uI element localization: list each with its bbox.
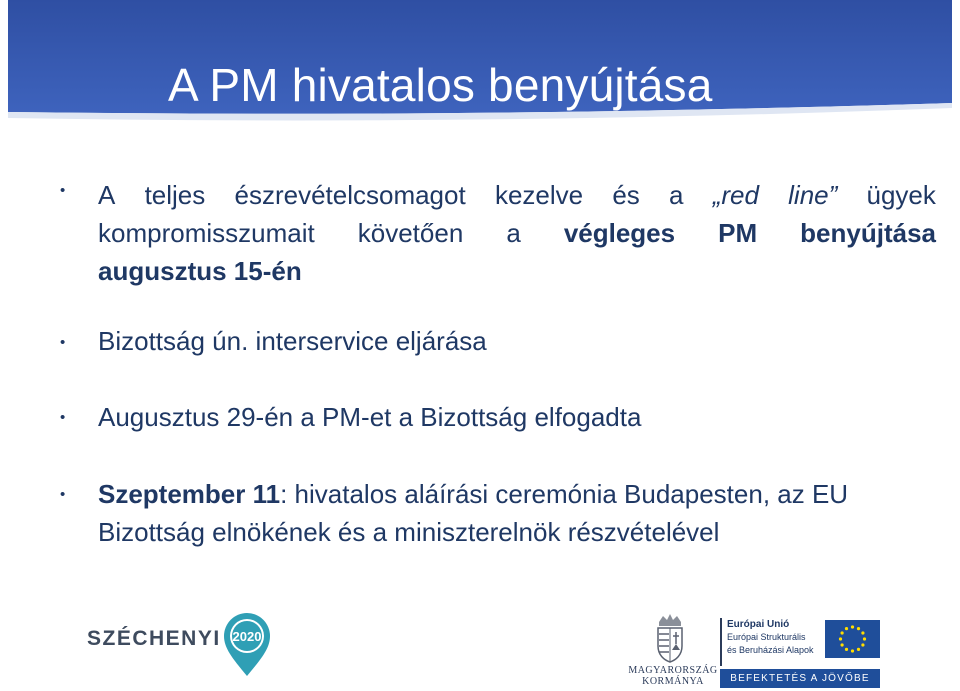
bullet-item-4 (98, 475, 936, 551)
bold-date: Szeptember 11 (98, 479, 281, 509)
bullet-item-1 (98, 176, 936, 290)
word: „red (712, 180, 759, 210)
word: teljes (144, 180, 206, 210)
szechenyi-2020-badge-icon (222, 612, 272, 678)
szechenyi-logo-text: SZÉCHENYI (87, 627, 221, 650)
word: észrevételcsomagot (234, 180, 466, 210)
word: kompromisszumait (98, 218, 315, 248)
word: követően (357, 218, 464, 248)
bullet-4-line-2: Bizottság elnökének és a miniszterelnök részvételével (98, 517, 720, 547)
szechenyi-year: 2020 (232, 629, 262, 644)
bullet-3-text: Augusztus 29-én a PM-et a Bizottság elfogadta (98, 402, 642, 432)
word: és (612, 180, 640, 210)
eu-text-block (720, 618, 820, 666)
slide-title: A PM hivatalos benyújtása (168, 59, 713, 111)
word: a (669, 180, 684, 210)
bold-date: augusztus 15-én (98, 256, 302, 286)
word-bold: PM (718, 218, 758, 248)
bullet-1-line-1 (98, 176, 936, 214)
word: ügyek (866, 180, 936, 210)
gov-line-2: KORMÁNYA (642, 676, 704, 687)
bullet-dot: • (60, 182, 66, 199)
hungary-coat-of-arms-icon (653, 612, 687, 664)
bullet-4-line-1 (98, 475, 936, 513)
slide-header (0, 0, 960, 135)
bullet-item-2 (98, 322, 936, 360)
bullet-item-3 (98, 398, 936, 436)
eu-line-1: Európai Unió (727, 619, 790, 630)
government-text (628, 665, 718, 687)
eu-banner: BEFEKTETÉS A JÖVŐBE (720, 669, 880, 688)
bullet-dot: • (60, 334, 66, 351)
bullet-1-line-2 (98, 214, 936, 252)
eu-flag-icon (825, 620, 880, 658)
word: a (506, 218, 521, 248)
bullet-dot: • (60, 409, 66, 426)
bullet-2-text: Bizottság ún. interservice eljárása (98, 326, 487, 356)
word: kezelve (494, 180, 584, 210)
gov-line-1: MAGYARORSZÁG (628, 665, 718, 676)
bullet-4-rest: : hivatalos aláírási ceremónia Budapesten, az EU (280, 479, 849, 509)
eu-line-2: Európai Strukturális (727, 632, 806, 642)
bullet-1-line-3 (98, 252, 936, 290)
eu-line-3: és Beruházási Alapok (727, 645, 814, 655)
bullet-dot: • (60, 486, 66, 503)
word: line” (788, 180, 838, 210)
word-bold: benyújtása (800, 218, 936, 248)
word: A (98, 180, 116, 210)
word-bold: végleges (563, 218, 676, 248)
